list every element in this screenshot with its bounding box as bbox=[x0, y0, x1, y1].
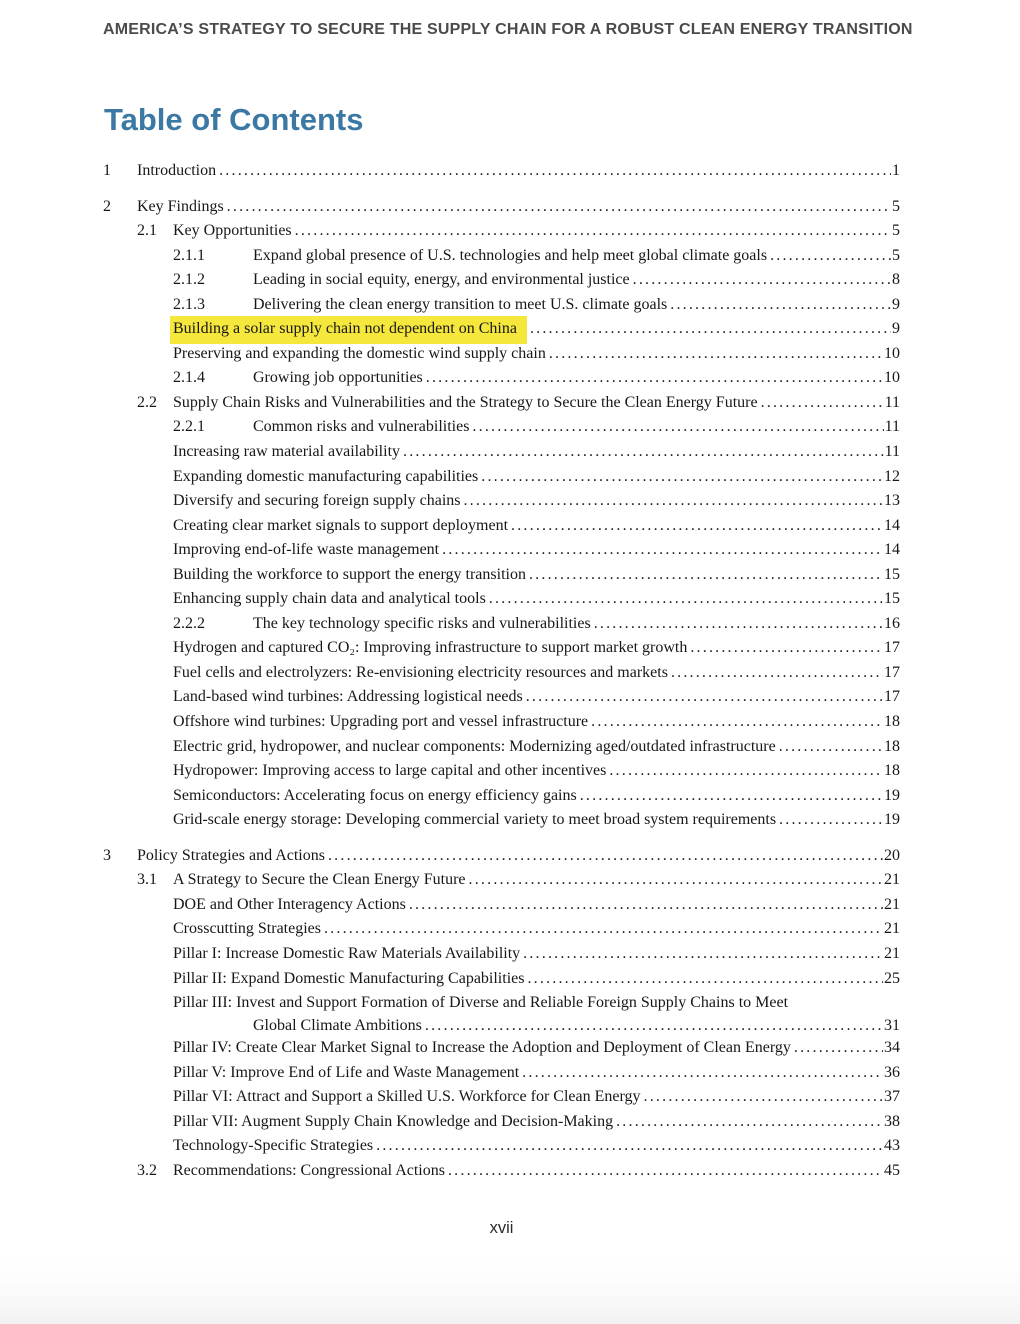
toc-page-number: 16 bbox=[884, 614, 900, 632]
toc-leader-dots bbox=[644, 1085, 883, 1110]
toc-page-number: 11 bbox=[884, 393, 900, 411]
toc-leader-dots bbox=[522, 1061, 883, 1086]
toc-page-number: 1 bbox=[892, 162, 900, 179]
toc-entry-label: Delivering the clean energy transition to meet U.S. climate goals bbox=[253, 295, 668, 313]
toc-entry-number: 2 bbox=[103, 197, 111, 215]
toc-leader-dots bbox=[633, 268, 891, 293]
toc-entry[interactable] bbox=[103, 415, 900, 440]
toc-entry-label: Semiconductors: Accelerating focus on energy efficiency gains bbox=[173, 786, 577, 804]
toc-entry[interactable] bbox=[103, 159, 900, 184]
toc-entry-number: 3.2 bbox=[137, 1161, 157, 1179]
toc-entry[interactable] bbox=[103, 612, 900, 637]
toc-leader-dots bbox=[409, 893, 883, 918]
toc-entry[interactable] bbox=[103, 1110, 900, 1135]
toc-leader-dots bbox=[761, 391, 884, 416]
toc-entry-label: Pillar VI: Attract and Support a Skilled U.S. Workforce for Clean Energy bbox=[173, 1088, 641, 1106]
toc-page-number: 5 bbox=[892, 246, 900, 264]
toc-entry[interactable] bbox=[103, 917, 900, 942]
toc-entry-number: 2.2.2 bbox=[173, 614, 205, 632]
toc-entry[interactable] bbox=[103, 440, 900, 465]
toc-page-number: 15 bbox=[884, 590, 900, 608]
toc-list bbox=[103, 148, 900, 1183]
toc-entry[interactable] bbox=[103, 1036, 900, 1061]
toc-page-number: 9 bbox=[892, 320, 900, 338]
toc-page-number: 14 bbox=[884, 541, 900, 559]
toc-entry-label: Preserving and expanding the domestic wind supply chain bbox=[173, 344, 546, 362]
toc-entry[interactable] bbox=[103, 710, 900, 735]
toc-page-number: 11 bbox=[884, 418, 900, 436]
toc-leader-dots bbox=[690, 636, 883, 661]
toc-entry-label: Key Findings bbox=[137, 197, 224, 215]
toc-leader-dots bbox=[448, 1159, 883, 1184]
toc-entry-label: Common risks and vulnerabilities bbox=[253, 418, 470, 436]
toc-entry[interactable] bbox=[103, 661, 900, 686]
toc-page-number: 9 bbox=[892, 295, 900, 313]
toc-entry[interactable] bbox=[103, 759, 900, 784]
toc-page-number: 5 bbox=[892, 197, 900, 215]
toc-entry[interactable] bbox=[103, 685, 900, 710]
toc-entry-label: Pillar I: Increase Domestic Raw Materials Availability bbox=[173, 944, 521, 962]
toc-leader-dots bbox=[526, 685, 883, 710]
toc-entry[interactable] bbox=[103, 1085, 900, 1110]
toc-entry-label: Global Climate Ambitions bbox=[253, 1016, 422, 1034]
toc-page-number: 25 bbox=[884, 969, 900, 987]
toc-leader-dots bbox=[529, 563, 883, 588]
toc-entry[interactable] bbox=[103, 538, 900, 563]
toc-entry[interactable] bbox=[103, 587, 900, 612]
toc-leader-dots bbox=[324, 917, 883, 942]
toc-entry-label: Pillar IV: Create Clear Market Signal to Increase the Adoption and Deployment of Clean Energy bbox=[173, 1039, 791, 1057]
toc-entry-number: 3.1 bbox=[137, 871, 157, 889]
toc-leader-dots bbox=[549, 342, 883, 367]
toc-entry[interactable] bbox=[103, 317, 900, 342]
toc-entry-label: Policy Strategies and Actions bbox=[137, 846, 325, 864]
toc-entry[interactable] bbox=[103, 465, 900, 490]
toc-entry-label: Creating clear market signals to support deployment bbox=[173, 516, 509, 534]
toc-leader-dots bbox=[472, 415, 883, 440]
toc-leader-dots bbox=[594, 612, 883, 637]
toc-entry-label: Enhancing supply chain data and analytical tools bbox=[173, 590, 486, 608]
toc-page-number: 10 bbox=[884, 344, 900, 362]
toc-entry[interactable] bbox=[103, 195, 900, 220]
toc-entry[interactable] bbox=[103, 366, 900, 391]
toc-page-number: 8 bbox=[892, 271, 900, 289]
toc-entry[interactable] bbox=[103, 784, 900, 809]
toc-entry-label: Introduction bbox=[137, 162, 217, 179]
toc-entry-label: Hydropower: Improving access to large capital and other incentives bbox=[173, 762, 607, 780]
toc-leader-dots bbox=[489, 587, 883, 612]
toc-entry[interactable] bbox=[103, 342, 900, 367]
toc-leader-dots bbox=[580, 784, 883, 809]
toc-page-number: 43 bbox=[884, 1137, 900, 1155]
toc-entry[interactable] bbox=[103, 735, 900, 760]
toc-leader-dots bbox=[779, 808, 883, 833]
toc-leader-dots bbox=[779, 735, 883, 760]
toc-entry[interactable] bbox=[103, 293, 900, 318]
toc-entry-number: 1 bbox=[103, 162, 111, 179]
toc-page-number: 36 bbox=[884, 1063, 900, 1081]
toc-entry-label: Offshore wind turbines: Upgrading port and vessel infrastructure bbox=[173, 713, 589, 731]
toc-entry-label: Pillar III: Invest and Support Formation of Diverse and Reliable Foreign Supply Chains to Meet bbox=[173, 994, 789, 1012]
toc-entry-label: Fuel cells and electrolyzers: Re-envisioning electricity resources and markets bbox=[173, 663, 668, 681]
toc-entry-label: Pillar VII: Augment Supply Chain Knowledge and Decision-Making bbox=[173, 1112, 614, 1130]
toc-page-number: 10 bbox=[884, 369, 900, 387]
toc-leader-dots bbox=[425, 1016, 883, 1037]
toc-entry-label: Expanding domestic manufacturing capabilities bbox=[173, 467, 479, 485]
toc-page-number: 17 bbox=[884, 639, 900, 657]
toc-leader-dots bbox=[511, 514, 883, 539]
toc-leader-dots bbox=[671, 661, 883, 686]
toc-leader-dots bbox=[481, 465, 883, 490]
toc-leader-dots bbox=[770, 244, 891, 269]
toc-entry-number: 2.1 bbox=[137, 222, 157, 240]
toc-entry-number: 2.2.1 bbox=[173, 418, 205, 436]
toc-leader-dots bbox=[403, 440, 884, 465]
toc-entry-label: Building the workforce to support the energy transition bbox=[173, 565, 526, 583]
toc-entry-label: Pillar V: Improve End of Life and Waste Management bbox=[173, 1063, 520, 1081]
toc-page-number: 37 bbox=[884, 1088, 900, 1106]
toc-entry-label: Crosscutting Strategies bbox=[173, 920, 321, 938]
toc-leader-dots bbox=[530, 317, 891, 342]
toc-entry-label: Technology-Specific Strategies bbox=[173, 1137, 374, 1155]
toc-entry[interactable] bbox=[103, 1016, 900, 1037]
toc-page-number: 11 bbox=[884, 443, 900, 461]
toc-entry-label: Hydrogen and captured CO₂: Improving infrastructure to support market growth bbox=[173, 639, 688, 657]
toc-entry-number: 2.1.4 bbox=[173, 369, 205, 387]
toc-entry-number: 2.2 bbox=[137, 393, 157, 411]
toc-leader-dots bbox=[219, 159, 891, 184]
toc-entry-label: Pillar II: Expand Domestic Manufacturing Capabilities bbox=[173, 969, 525, 987]
toc-leader-dots bbox=[609, 759, 883, 784]
toc-entry-number: 3 bbox=[103, 846, 111, 864]
toc-entry-number: 2.1.1 bbox=[173, 246, 205, 264]
toc-entry-label: DOE and Other Interagency Actions bbox=[173, 895, 406, 913]
toc-page-number: 12 bbox=[884, 467, 900, 485]
toc-entry-label: Building a solar supply chain not dependent on China bbox=[170, 316, 527, 344]
toc-entry[interactable] bbox=[103, 942, 900, 967]
toc-page-number: 20 bbox=[884, 846, 900, 864]
toc-page-number: 18 bbox=[884, 762, 900, 780]
toc-entry[interactable] bbox=[103, 514, 900, 539]
toc-entry-label: Leading in social equity, energy, and environmental justice bbox=[253, 271, 630, 289]
toc-leader-dots bbox=[591, 710, 883, 735]
toc-entry-label: Recommendations: Congressional Actions bbox=[173, 1161, 445, 1179]
toc-page-number: 5 bbox=[892, 222, 900, 240]
toc-page-number: 15 bbox=[884, 565, 900, 583]
toc-entry[interactable] bbox=[103, 808, 900, 833]
toc-entry-label: Expand global presence of U.S. technologies and help meet global climate goals bbox=[253, 246, 768, 264]
toc-page-number: 14 bbox=[884, 516, 900, 534]
page-title: Table of Contents bbox=[104, 102, 364, 137]
toc-page-number: 17 bbox=[884, 663, 900, 681]
toc-entry-label: Grid-scale energy storage: Developing commercial variety to meet broad system requirements bbox=[173, 811, 777, 829]
toc-page-number: 34 bbox=[884, 1039, 900, 1057]
toc-page-number: 21 bbox=[884, 944, 900, 962]
toc-entry[interactable] bbox=[103, 1134, 900, 1159]
toc-leader-dots bbox=[227, 195, 891, 220]
toc-entry[interactable] bbox=[103, 844, 900, 869]
toc-entry-label: The key technology specific risks and vulnerabilities bbox=[253, 614, 591, 632]
footer-page-number: xvii bbox=[489, 1219, 514, 1237]
toc-entry-label: Diversify and securing foreign supply chains bbox=[173, 492, 461, 510]
toc-entry-label: Growing job opportunities bbox=[253, 369, 423, 387]
toc-entry-number: 2.1.3 bbox=[173, 295, 205, 313]
toc-entry[interactable] bbox=[103, 893, 900, 918]
toc-entry[interactable] bbox=[103, 219, 900, 244]
toc-entry-label: Improving end-of-life waste management bbox=[173, 541, 440, 559]
toc-entry[interactable] bbox=[103, 391, 900, 416]
toc-entry-label: Key Opportunities bbox=[173, 222, 292, 240]
toc-page-number: 38 bbox=[884, 1112, 900, 1130]
toc-entry[interactable] bbox=[103, 967, 900, 992]
toc-leader-dots bbox=[442, 538, 883, 563]
page-bottom-shadow bbox=[0, 1260, 1020, 1324]
toc-entry-label: Electric grid, hydropower, and nuclear components: Modernizing aged/outdated infrastructure bbox=[173, 737, 776, 755]
toc-page-number: 45 bbox=[884, 1161, 900, 1179]
toc-entry[interactable] bbox=[103, 489, 900, 514]
toc-entry[interactable] bbox=[103, 991, 900, 1016]
toc-page-number: 19 bbox=[884, 811, 900, 829]
toc-page-number: 18 bbox=[884, 737, 900, 755]
toc-page-number: 21 bbox=[884, 895, 900, 913]
toc-entry[interactable] bbox=[103, 636, 900, 661]
toc-leader-dots bbox=[794, 1036, 883, 1061]
toc-leader-dots bbox=[328, 844, 883, 869]
toc-entry[interactable] bbox=[103, 868, 900, 893]
toc-page-number: 18 bbox=[884, 713, 900, 731]
toc-leader-dots bbox=[527, 967, 883, 992]
toc-leader-dots bbox=[376, 1134, 883, 1159]
toc-entry[interactable] bbox=[103, 1061, 900, 1086]
toc-page-number: 31 bbox=[884, 1016, 900, 1034]
toc-entry-label: Increasing raw material availability bbox=[173, 443, 401, 461]
toc-page-number: 21 bbox=[884, 920, 900, 938]
toc-entry-label: A Strategy to Secure the Clean Energy Future bbox=[173, 871, 466, 889]
toc-leader-dots bbox=[616, 1110, 883, 1135]
toc-entry-label: Land-based wind turbines: Addressing logistical needs bbox=[173, 688, 523, 706]
toc-leader-dots bbox=[426, 366, 883, 391]
toc-page-number: 19 bbox=[884, 786, 900, 804]
toc-entry[interactable] bbox=[103, 563, 900, 588]
toc-page-number: 21 bbox=[884, 871, 900, 889]
toc-page-number: 17 bbox=[884, 688, 900, 706]
toc-leader-dots bbox=[295, 219, 891, 244]
toc-entry-number: 2.1.2 bbox=[173, 271, 205, 289]
toc-leader-dots bbox=[463, 489, 883, 514]
toc-leader-dots bbox=[523, 942, 883, 967]
toc-entry[interactable] bbox=[103, 244, 900, 269]
toc-page-number: 13 bbox=[884, 492, 900, 510]
running-header: AMERICA’S STRATEGY TO SECURE THE SUPPLY CHAIN FOR A ROBUST CLEAN ENERGY TRANSITION bbox=[103, 21, 913, 38]
toc-entry[interactable] bbox=[103, 1159, 900, 1184]
toc-entry[interactable] bbox=[103, 268, 900, 293]
toc-leader-dots bbox=[670, 293, 891, 318]
toc-leader-dots bbox=[469, 868, 883, 893]
toc-entry-label: Supply Chain Risks and Vulnerabilities and the Strategy to Secure the Clean Energy Future bbox=[173, 393, 758, 411]
